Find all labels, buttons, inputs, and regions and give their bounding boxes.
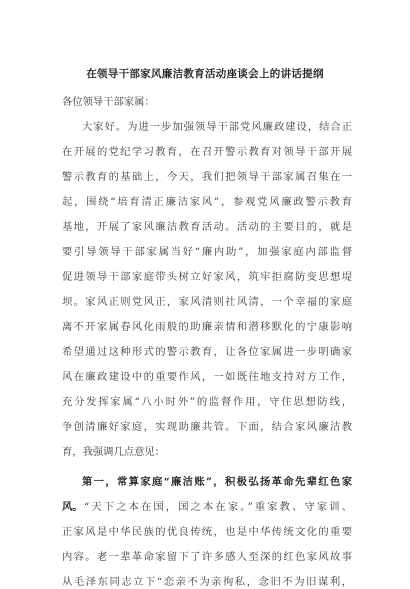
paragraph-line: 大家好。为进一步加强领导干部党风廉政建设，结合正	[82, 121, 352, 133]
paragraph-line: 希望通过这种形式的警示教育，让各位家属进一步明确家	[62, 346, 352, 358]
paragraph-line: 正家风是中华民族的优良传统，也是中华传统文化的重要	[62, 526, 352, 538]
paragraph-line: 基地，开展了家风廉洁教育活动。活动的主要目的，就是	[62, 221, 352, 233]
section-heading: 第一，常算家庭“廉洁账”，积极弘扬革命先辈红色家	[82, 476, 352, 488]
paragraph-line: “天下之本在国，国之本在家。”重家教、守家训、	[84, 501, 352, 513]
paragraph-line: 起，围绕“培育清正廉洁家风”，参观党风廉政警示教育	[62, 196, 352, 208]
paragraph-line: 警示教育的基础上，今天，我们把领导干部家属召集在一	[62, 171, 352, 183]
paragraph-line: 离不开家属春风化雨般的助廉亲情和潜移默化的宁康影响	[62, 321, 352, 333]
paragraph-line: 育，我强调几点意见：	[62, 446, 165, 458]
salutation: 各位领导干部家属：	[62, 96, 155, 108]
document-title: 在领导干部家风廉洁教育活动座谈会上的讲话提纲	[86, 68, 324, 80]
paragraph-line: 从毛泽东同志立下“恋亲不为亲徇私，念旧不为旧谋利，	[62, 576, 352, 588]
paragraph-line: 内容。老一辈革命家留下了许多感人至深的红色家风故事	[62, 551, 352, 563]
paragraph-line: 坝。家风正则党风正，家风清则社风清，一个幸福的家庭	[62, 296, 352, 308]
paragraph-line: 在开展的党纪学习教育，在召开警示教育对领导干部开展	[62, 146, 352, 158]
paragraph-line: 争创清廉好家庭，实现助廉共管。下面，结合家风廉洁教	[62, 421, 352, 433]
paragraph-line: 风在廉政建设中的重要作风，一如既往地支持对方工作，	[62, 371, 352, 383]
paragraph-line: 充分发挥家属“八小时外”的监督作用，守住思想防线，	[62, 396, 352, 408]
section-heading-end: 风。	[62, 501, 83, 513]
paragraph-line: 要引导领导干部家属当好“廉内助”，加强家庭内部监督	[62, 246, 352, 258]
paragraph-line: 促进领导干部家庭带头树立好家风，筑牢拒腐防变思想堤	[62, 271, 352, 283]
